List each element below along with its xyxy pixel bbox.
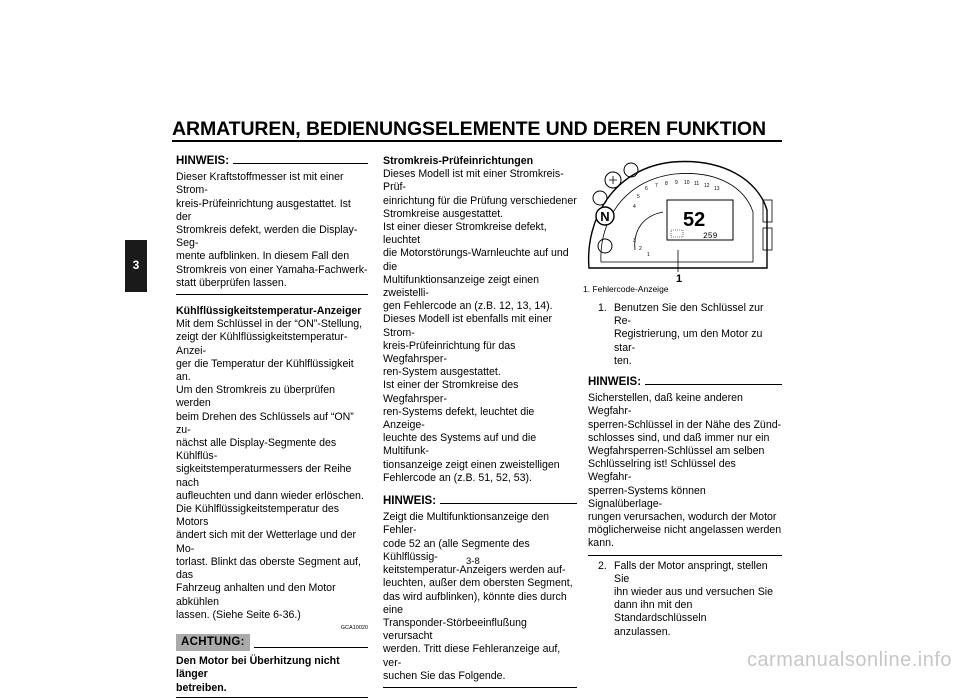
- error-code-digits: 52: [683, 209, 706, 231]
- hinweis-line: rungen verursachen, wodurch der Motor: [588, 511, 777, 524]
- hinweis-line: das wird aufblinken), könnte dies durch eine: [383, 590, 567, 616]
- step-line: Benutzen Sie den Schlüssel zur Re-: [614, 302, 764, 328]
- odometer-reading: 259: [703, 232, 718, 241]
- body-line: ändert sich mit der Wetterlage und der Mo-: [176, 529, 356, 555]
- step-line: Registrierung, um den Motor zu star-: [614, 328, 763, 354]
- callout-number: 1: [676, 273, 683, 285]
- gauge-number: 12: [704, 183, 710, 189]
- hinweis-line: code 52 an (alle Segmente des Kühlflüssig-: [383, 537, 530, 563]
- hinweis-line: kann.: [588, 537, 614, 550]
- figure-caption: 1. Fehlercode-Anzeige: [583, 284, 669, 294]
- hinweis-end-rule: [176, 294, 368, 295]
- watermark: carmanualsonline.info: [746, 649, 952, 671]
- step-1: [588, 302, 782, 368]
- gauge-number: 11: [694, 181, 700, 187]
- step-2: [588, 560, 782, 639]
- body-line: gen Fehlercode an (z.B. 12, 13, 14).: [383, 300, 553, 313]
- chapter-number: 3: [132, 258, 140, 272]
- achtung-heading: [176, 634, 368, 651]
- step-line: ihn wieder aus und versuchen Sie: [614, 586, 774, 599]
- body-line: Ist einer der Stromkreise des Wegfahrsper-: [383, 379, 519, 405]
- hinweis-line: keitstemperatur-Anzeigers werden auf-: [383, 564, 566, 577]
- hinweis-label: HINWEIS:: [588, 376, 642, 389]
- hinweis-heading: [588, 376, 782, 389]
- hinweis-line: statt überprüfen lassen.: [176, 276, 287, 289]
- hinweis-line: suchen Sie das Folgende.: [383, 669, 506, 682]
- hinweis-line: Schlüsselring ist! Schlüssel des Wegfahr-: [588, 458, 736, 484]
- step-line: dann ihn mit den Standardschlüsseln: [614, 599, 707, 625]
- hinweis-line: sperren-Schlüssel in der Nähe des Zünd-: [588, 418, 782, 431]
- hinweis-line: Stromkreis defekt, werden die Display-Seg-: [176, 224, 358, 250]
- gauge-number: 10: [684, 180, 690, 186]
- body-line: sigkeitstemperaturmessers der Reihe nach: [176, 463, 352, 489]
- reference-code: GCA10020: [340, 624, 368, 631]
- body-line: Mit dem Schlüssel in der “ON”-Stellung,: [176, 318, 363, 331]
- body-line: kreis-Prüfeinrichtung für das Wegfahrsper-: [383, 339, 516, 366]
- instrument-panel-illustration: [583, 150, 783, 285]
- body-line: zeigt der Kühlflüssigkeitstemperatur-Anzei-: [176, 331, 348, 357]
- hinweis-heading: [176, 155, 368, 168]
- gauge-number: 4: [633, 204, 636, 210]
- hinweis-label: HINWEIS:: [383, 495, 437, 508]
- body-line: aufleuchten und dann wieder erlöschen.: [176, 489, 364, 502]
- body-line: Stromkreise ausgestattet.: [383, 207, 504, 220]
- body-line: Fehlercode an (z.B. 51, 52, 53).: [383, 471, 532, 484]
- gauge-number: 3: [633, 238, 636, 244]
- chapter-tab: [125, 240, 147, 292]
- hinweis-line: Dieser Kraftstoffmesser ist mit einer Strom-: [176, 171, 344, 197]
- gauge-number: 13: [714, 186, 720, 192]
- step-number: 2.: [598, 559, 607, 572]
- hinweis-line: leuchten, außer dem obersten Segment,: [383, 577, 573, 590]
- body-line: beim Drehen des Schlüssels auf “ON” zu-: [176, 410, 354, 436]
- body-line: Fahrzeug anhalten und den Motor abkühlen: [176, 582, 336, 608]
- body-line: Ist einer dieser Stromkreise defekt, leuchtet: [383, 221, 547, 247]
- gauge-number: 9: [675, 180, 678, 186]
- column-1: [176, 155, 368, 698]
- hinweis-line: mente aufblinken. In diesem Fall den: [176, 250, 350, 263]
- body-line: Dieses Modell ist ebenfalls mit einer Strom-: [383, 313, 552, 339]
- page-title: ARMATUREN, BEDIENUNGSELEMENTE UND DEREN FUNKTION: [172, 118, 766, 140]
- neutral-indicator: N: [600, 209, 610, 224]
- hinweis-line: kreis-Prüfeinrichtung ausgestattet. Ist der: [176, 197, 351, 223]
- body-line: ren-System ausgestattet.: [383, 366, 501, 379]
- body-line: Die Kühlflüssigkeitstemperatur des Motors: [176, 503, 340, 529]
- gauge-number: 1: [647, 252, 650, 258]
- hinweis-line: Zeigt die Multifunktionsanzeige den Fehler-: [383, 511, 550, 537]
- body-line: torlast. Blinkt das oberste Segment auf, das: [176, 555, 361, 582]
- hinweis-line: Sicherstellen, daß keine anderen Wegfahr-: [588, 392, 743, 418]
- body-line: ger die Temperatur der Kühlflüssigkeit an.: [176, 357, 354, 384]
- hinweis-line: werden. Tritt diese Fehleranzeige auf, ver-: [383, 643, 561, 669]
- hinweis-label: HINWEIS:: [176, 155, 230, 167]
- body-line: ren-Systems defekt, leuchtet die Anzeige-: [383, 405, 535, 432]
- step-line: ten.: [614, 354, 632, 367]
- body-line: leuchte des Systems auf und die Multifunk-: [383, 432, 537, 458]
- gauge-number: 7: [655, 183, 658, 189]
- body-line: einrichtung für die Prüfung verschiedener: [383, 194, 577, 207]
- hinweis-heading: [383, 495, 577, 508]
- hinweis-line: sperren-Systems können Signalüberlage-: [588, 484, 706, 510]
- section-title: Kühlflüssigkeitstemperatur-Anzeiger: [176, 305, 362, 318]
- column-2: [383, 155, 577, 688]
- hinweis-line: möglicherweise nicht angelassen werden: [588, 524, 782, 537]
- body-line: tionsanzeige zeigt einen zweistelligen: [383, 458, 560, 471]
- step-line: Falls der Motor anspringt, stellen Sie: [614, 559, 768, 585]
- gauge-number: 8: [665, 181, 668, 187]
- page-number: 3-8: [466, 556, 480, 567]
- achtung-line: betreiben.: [176, 681, 227, 694]
- hinweis-line: Wegfahrsperren-Schlüssel am selben: [588, 445, 765, 458]
- body-line: Multifunktionsanzeige zeigt einen zweistelli-: [383, 273, 540, 300]
- achtung-label: ACHTUNG:: [176, 634, 250, 651]
- body-line: die Motorstörungs-Warnleuchte auf und die: [383, 247, 569, 273]
- gauge-number: 2: [639, 246, 642, 252]
- body-line: Um den Stromkreis zu überprüfen werden: [176, 384, 335, 410]
- body-line: nächst alle Display-Segmente des Kühlflüs-: [176, 437, 337, 463]
- section-title: Stromkreis-Prüfeinrichtungen: [383, 155, 534, 167]
- hinweis-end-rule: [588, 555, 782, 556]
- hinweis-end-rule: [383, 687, 577, 688]
- column-3: [588, 302, 782, 639]
- hinweis-line: schlosses sind, und daß immer nur ein: [588, 431, 770, 444]
- title-rule: [172, 140, 782, 142]
- hinweis-line: Transponder-Störbeeinflußung verursacht: [383, 616, 527, 643]
- hinweis-line: Stromkreis von einer Yamaha-Fachwerk-: [176, 263, 368, 276]
- body-line: Dieses Modell ist mit einer Stromkreis-Prüf-: [383, 168, 564, 194]
- achtung-line: Den Motor bei Überhitzung nicht länger: [176, 655, 340, 681]
- step-line: anzulassen.: [614, 625, 671, 638]
- body-line: lassen. (Siehe Seite 6-36.): [176, 608, 301, 621]
- step-number: 1.: [598, 302, 607, 314]
- gauge-number: 6: [645, 186, 648, 192]
- gauge-number: 5: [637, 194, 640, 200]
